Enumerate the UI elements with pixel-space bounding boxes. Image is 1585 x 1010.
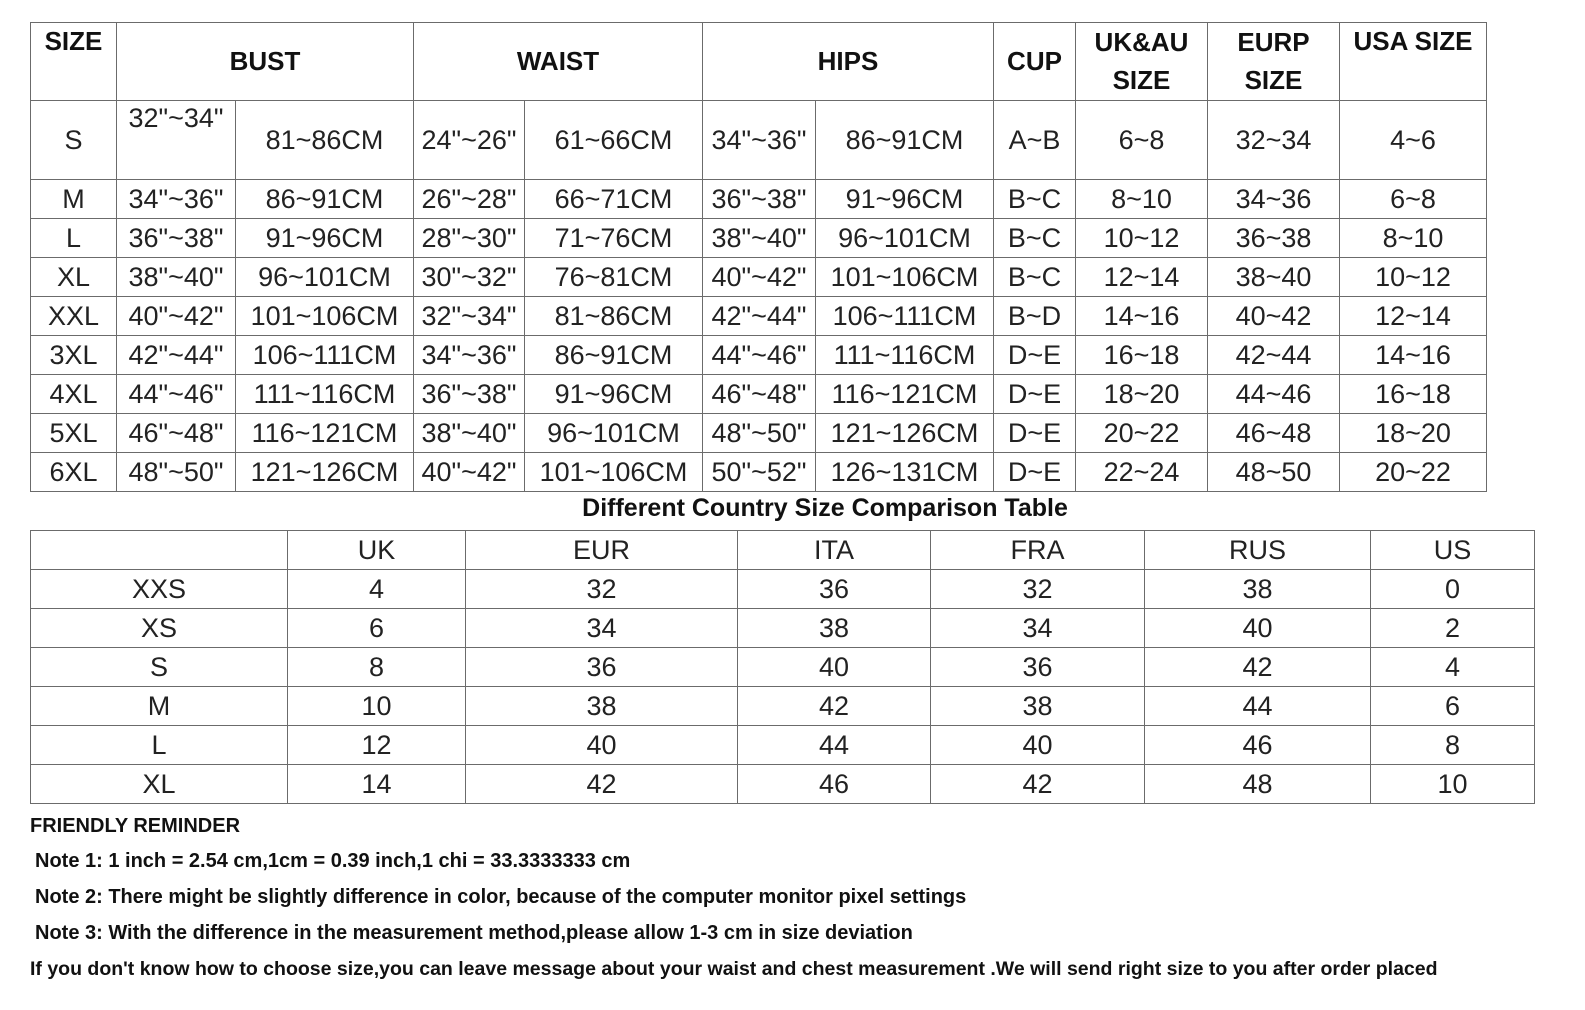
- table-row: [31, 101, 1487, 180]
- note-1: Note 1: 1 inch = 2.54 cm,1cm = 0.39 inch,1 chi = 33.3333333 cm: [35, 850, 631, 872]
- ukau-cell: 10~12: [1076, 219, 1208, 258]
- table-row: [31, 219, 1487, 258]
- waist-cm-cell: 86~91CM: [525, 336, 703, 375]
- usa-cell: 14~16: [1340, 336, 1487, 375]
- table-row: [31, 726, 1535, 765]
- bust-in-cell: 34"~36": [117, 180, 236, 219]
- hips-cm-cell: 96~101CM: [816, 219, 994, 258]
- eurp-cell: 44~46: [1208, 375, 1340, 414]
- bust-cm-cell: 101~106CM: [236, 297, 414, 336]
- table-row: [31, 297, 1487, 336]
- comparison-table-title: Different Country Size Comparison Table: [582, 494, 1068, 522]
- ukau-cell: 6~8: [1076, 101, 1208, 180]
- header-size: SIZE: [31, 23, 117, 101]
- size-cell: L: [31, 219, 117, 258]
- us-cell: 2: [1371, 609, 1535, 648]
- waist-cm-cell: 91~96CM: [525, 375, 703, 414]
- header-us: US: [1371, 531, 1535, 570]
- table-row: [31, 609, 1535, 648]
- hips-in-cell: 34"~36": [703, 101, 816, 180]
- eur-cell: 38: [466, 687, 738, 726]
- header-ukau-size: [1076, 23, 1208, 101]
- ukau-cell: 14~16: [1076, 297, 1208, 336]
- bust-in-cell: 36"~38": [117, 219, 236, 258]
- waist-in-cell: 28"~30": [414, 219, 525, 258]
- eurp-cell: 32~34: [1208, 101, 1340, 180]
- rus-cell: 42: [1145, 648, 1371, 687]
- cup-cell: D~E: [994, 375, 1076, 414]
- eurp-cell: 34~36: [1208, 180, 1340, 219]
- size-cell: 5XL: [31, 414, 117, 453]
- comparison-table-body: [31, 531, 1535, 804]
- bust-in-cell: 46"~48": [117, 414, 236, 453]
- waist-in-cell: 26"~28": [414, 180, 525, 219]
- bust-in-cell: 40"~42": [117, 297, 236, 336]
- eurp-cell: 38~40: [1208, 258, 1340, 297]
- eurp-cell: 42~44: [1208, 336, 1340, 375]
- uk-cell: 10: [288, 687, 466, 726]
- usa-cell: 4~6: [1340, 101, 1487, 180]
- bust-in-cell: 42"~44": [117, 336, 236, 375]
- table-row: [31, 180, 1487, 219]
- cup-cell: B~C: [994, 180, 1076, 219]
- header-bust: BUST: [117, 23, 414, 101]
- waist-in-cell: 34"~36": [414, 336, 525, 375]
- size-label-cell: XL: [31, 765, 288, 804]
- header-eurp-line1: EURP: [1237, 26, 1310, 57]
- header-uk: UK: [288, 531, 466, 570]
- fra-cell: 40: [931, 726, 1145, 765]
- waist-cm-cell: 61~66CM: [525, 101, 703, 180]
- us-cell: 8: [1371, 726, 1535, 765]
- size-advice-footer: If you don't know how to choose size,you can leave message about your waist and chest measurement .We will send right size to you after order placed: [30, 958, 1438, 980]
- table-row: [31, 414, 1487, 453]
- note-2: Note 2: There might be slightly difference in color, because of the computer monitor pixel settings: [35, 886, 967, 908]
- fra-cell: 42: [931, 765, 1145, 804]
- size-label-cell: L: [31, 726, 288, 765]
- size-cell: S: [31, 101, 117, 180]
- cup-cell: D~E: [994, 336, 1076, 375]
- note-3: Note 3: With the difference in the measurement method,please allow 1-3 cm in size deviation: [35, 922, 913, 944]
- size-label-cell: XXS: [31, 570, 288, 609]
- waist-cm-cell: 76~81CM: [525, 258, 703, 297]
- eurp-cell: 40~42: [1208, 297, 1340, 336]
- uk-cell: 4: [288, 570, 466, 609]
- size-cell: M: [31, 180, 117, 219]
- ita-cell: 46: [738, 765, 931, 804]
- header-eur: EUR: [466, 531, 738, 570]
- friendly-reminder-heading: FRIENDLY REMINDER: [30, 815, 241, 837]
- table-row: [31, 336, 1487, 375]
- usa-cell: 18~20: [1340, 414, 1487, 453]
- table-row: [31, 570, 1535, 609]
- size-cell: XXL: [31, 297, 117, 336]
- size-chart-table: [30, 22, 1487, 492]
- hips-cm-cell: 121~126CM: [816, 414, 994, 453]
- eurp-cell: 36~38: [1208, 219, 1340, 258]
- hips-in-cell: 44"~46": [703, 336, 816, 375]
- header-fra: FRA: [931, 531, 1145, 570]
- fra-cell: 32: [931, 570, 1145, 609]
- table-row: [31, 687, 1535, 726]
- size-label-cell: M: [31, 687, 288, 726]
- bust-cm-cell: 86~91CM: [236, 180, 414, 219]
- ukau-cell: 8~10: [1076, 180, 1208, 219]
- uk-cell: 8: [288, 648, 466, 687]
- waist-in-cell: 30"~32": [414, 258, 525, 297]
- waist-cm-cell: 96~101CM: [525, 414, 703, 453]
- eur-cell: 34: [466, 609, 738, 648]
- eurp-cell: 48~50: [1208, 453, 1340, 492]
- bust-cm-cell: 106~111CM: [236, 336, 414, 375]
- hips-in-cell: 38"~40": [703, 219, 816, 258]
- size-label-cell: XS: [31, 609, 288, 648]
- header-eurp-size: [1208, 23, 1340, 101]
- hips-in-cell: 50"~52": [703, 453, 816, 492]
- fra-cell: 36: [931, 648, 1145, 687]
- ukau-cell: 16~18: [1076, 336, 1208, 375]
- hips-cm-cell: 106~111CM: [816, 297, 994, 336]
- us-cell: 6: [1371, 687, 1535, 726]
- header-ukau-line2: SIZE: [1112, 64, 1171, 95]
- waist-cm-cell: 71~76CM: [525, 219, 703, 258]
- waist-in-cell: 38"~40": [414, 414, 525, 453]
- size-label-cell: S: [31, 648, 288, 687]
- header-eurp-line2: SIZE: [1244, 64, 1303, 95]
- uk-cell: 6: [288, 609, 466, 648]
- header-ukau-line1: UK&AU: [1094, 26, 1189, 57]
- hips-cm-cell: 91~96CM: [816, 180, 994, 219]
- size-chart-body: [31, 101, 1487, 492]
- waist-in-cell: 36"~38": [414, 375, 525, 414]
- cup-cell: B~D: [994, 297, 1076, 336]
- header-waist: WAIST: [414, 23, 703, 101]
- size-cell: 6XL: [31, 453, 117, 492]
- waist-cm-cell: 81~86CM: [525, 297, 703, 336]
- header-rus: RUS: [1145, 531, 1371, 570]
- rus-cell: 40: [1145, 609, 1371, 648]
- rus-cell: 46: [1145, 726, 1371, 765]
- eur-cell: 32: [466, 570, 738, 609]
- cup-cell: B~C: [994, 258, 1076, 297]
- cup-cell: B~C: [994, 219, 1076, 258]
- usa-cell: 10~12: [1340, 258, 1487, 297]
- size-cell: 4XL: [31, 375, 117, 414]
- fra-cell: 34: [931, 609, 1145, 648]
- bust-cm-cell: 111~116CM: [236, 375, 414, 414]
- bust-cm-cell: 91~96CM: [236, 219, 414, 258]
- hips-in-cell: 42"~44": [703, 297, 816, 336]
- header-hips: HIPS: [703, 23, 994, 101]
- eur-cell: 36: [466, 648, 738, 687]
- hips-cm-cell: 116~121CM: [816, 375, 994, 414]
- hips-cm-cell: 86~91CM: [816, 101, 994, 180]
- us-cell: 0: [1371, 570, 1535, 609]
- ita-cell: 42: [738, 687, 931, 726]
- waist-cm-cell: 66~71CM: [525, 180, 703, 219]
- usa-cell: 6~8: [1340, 180, 1487, 219]
- ukau-cell: 18~20: [1076, 375, 1208, 414]
- usa-cell: 8~10: [1340, 219, 1487, 258]
- header-usa-size: USA SIZE: [1340, 23, 1487, 101]
- bust-in-cell: 32"~34": [117, 101, 236, 180]
- uk-cell: 12: [288, 726, 466, 765]
- header-cup: CUP: [994, 23, 1076, 101]
- rus-cell: 38: [1145, 570, 1371, 609]
- comparison-header-row: [31, 531, 1535, 570]
- ukau-cell: 22~24: [1076, 453, 1208, 492]
- cup-cell: D~E: [994, 414, 1076, 453]
- ita-cell: 44: [738, 726, 931, 765]
- us-cell: 4: [1371, 648, 1535, 687]
- ita-cell: 40: [738, 648, 931, 687]
- hips-in-cell: 48"~50": [703, 414, 816, 453]
- bust-cm-cell: 81~86CM: [236, 101, 414, 180]
- hips-in-cell: 40"~42": [703, 258, 816, 297]
- ukau-cell: 20~22: [1076, 414, 1208, 453]
- eur-cell: 40: [466, 726, 738, 765]
- country-comparison-table: [30, 530, 1535, 804]
- table-row: [31, 453, 1487, 492]
- hips-in-cell: 46"~48": [703, 375, 816, 414]
- ukau-cell: 12~14: [1076, 258, 1208, 297]
- usa-cell: 12~14: [1340, 297, 1487, 336]
- waist-in-cell: 40"~42": [414, 453, 525, 492]
- table-row: [31, 648, 1535, 687]
- size-cell: XL: [31, 258, 117, 297]
- bust-cm-cell: 116~121CM: [236, 414, 414, 453]
- usa-cell: 16~18: [1340, 375, 1487, 414]
- waist-in-cell: 24"~26": [414, 101, 525, 180]
- cup-cell: A~B: [994, 101, 1076, 180]
- table-row: [31, 765, 1535, 804]
- bust-in-cell: 38"~40": [117, 258, 236, 297]
- bust-cm-cell: 96~101CM: [236, 258, 414, 297]
- rus-cell: 48: [1145, 765, 1371, 804]
- hips-cm-cell: 101~106CM: [816, 258, 994, 297]
- ita-cell: 38: [738, 609, 931, 648]
- bust-cm-cell: 121~126CM: [236, 453, 414, 492]
- bust-in-cell: 44"~46": [117, 375, 236, 414]
- header-size-label: [31, 531, 288, 570]
- hips-in-cell: 36"~38": [703, 180, 816, 219]
- uk-cell: 14: [288, 765, 466, 804]
- eurp-cell: 46~48: [1208, 414, 1340, 453]
- ita-cell: 36: [738, 570, 931, 609]
- waist-cm-cell: 101~106CM: [525, 453, 703, 492]
- table-row: [31, 375, 1487, 414]
- bust-in-cell: 48"~50": [117, 453, 236, 492]
- header-ita: ITA: [738, 531, 931, 570]
- cup-cell: D~E: [994, 453, 1076, 492]
- size-cell: 3XL: [31, 336, 117, 375]
- usa-cell: 20~22: [1340, 453, 1487, 492]
- hips-cm-cell: 111~116CM: [816, 336, 994, 375]
- us-cell: 10: [1371, 765, 1535, 804]
- table-row: [31, 258, 1487, 297]
- hips-cm-cell: 126~131CM: [816, 453, 994, 492]
- waist-in-cell: 32"~34": [414, 297, 525, 336]
- fra-cell: 38: [931, 687, 1145, 726]
- rus-cell: 44: [1145, 687, 1371, 726]
- size-chart-header-row: [31, 23, 1487, 101]
- eur-cell: 42: [466, 765, 738, 804]
